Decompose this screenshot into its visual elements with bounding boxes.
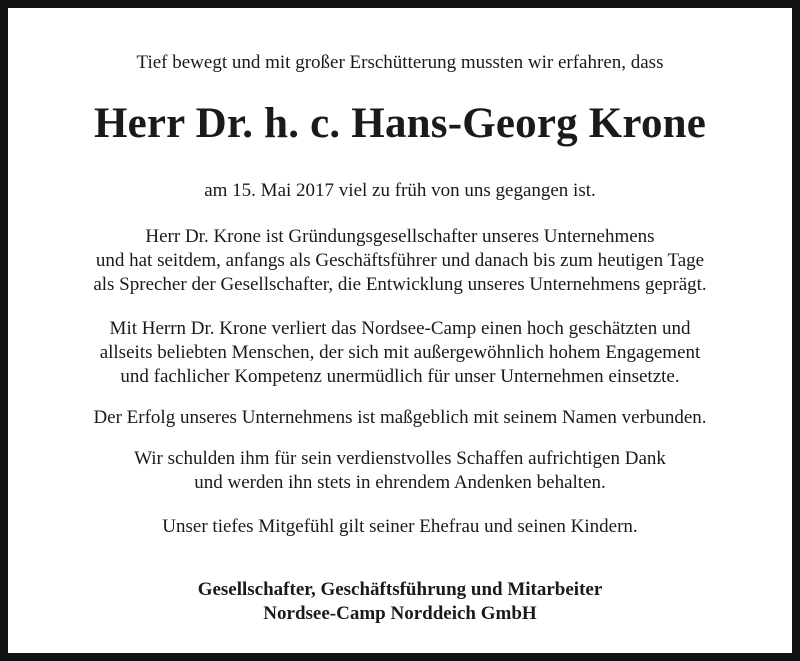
paragraph-1-line-3: als Sprecher der Gesellschafter, die Entwicklung unseres Unternehmens geprägt.: [93, 274, 707, 295]
paragraph-2-line-2: allseits beliebten Menschen, der sich mit außergewöhnlich hohem Engagement: [99, 342, 701, 363]
paragraph-2-line-1: Mit Herrn Dr. Krone verliert das Nordsee-Camp einen hoch geschätzten und: [109, 318, 691, 339]
date-line: am 15. Mai 2017 viel zu früh von uns gegangen ist.: [204, 180, 596, 201]
signature-line-2: Nordsee-Camp Norddeich GmbH: [263, 603, 537, 624]
paragraph-4-line-1: Wir schulden ihm für sein verdienstvolles Schaffen aufrichtigen Dank: [134, 448, 666, 469]
paragraph-2-line-3: und fachlicher Kompetenz unermüdlich für unser Unternehmen einsetzte.: [120, 366, 680, 387]
paragraph-1-line-2: und hat seitdem, anfangs als Geschäftsführer und danach bis zum heutigen Tage: [95, 250, 705, 271]
paragraph-4-line-2: und werden ihn stets in ehrendem Andenken behalten.: [194, 472, 606, 493]
deceased-name: Herr Dr. h. c. Hans-Georg Krone: [93, 100, 707, 147]
paragraph-1-line-1: Herr Dr. Krone ist Gründungsgesellschafter unseres Unternehmens: [145, 226, 655, 247]
paragraph-3-line-1: Der Erfolg unseres Unternehmens ist maßgeblich mit seinem Namen verbunden.: [93, 407, 707, 428]
signature-line-1: Gesellschafter, Geschäftsführung und Mitarbeiter: [197, 579, 603, 600]
paragraph-5-line-1: Unser tiefes Mitgefühl gilt seiner Ehefrau und seinen Kindern.: [162, 516, 638, 537]
intro-text: Tief bewegt und mit großer Erschütterung mussten wir erfahren, dass: [136, 52, 664, 73]
